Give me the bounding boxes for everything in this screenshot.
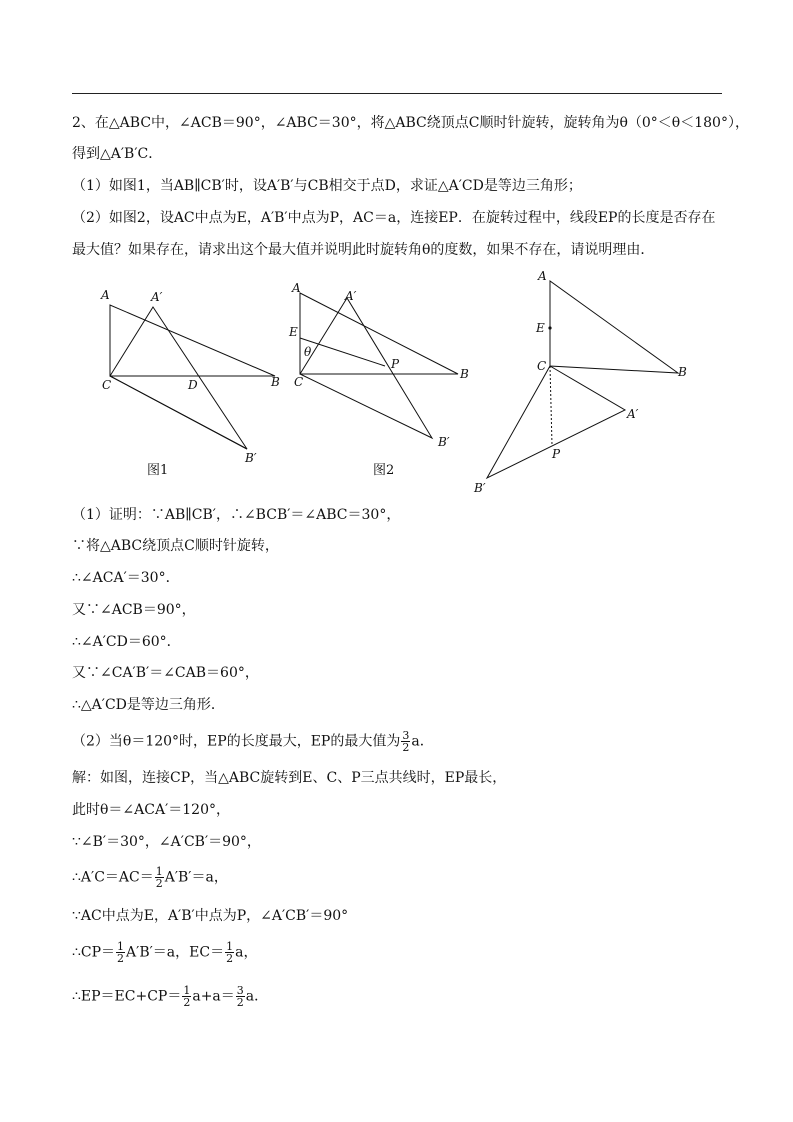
solution-line-11: ∵∠B′＝30°，∠A′CB′＝90°， (72, 834, 261, 850)
fraction-denominator: 2 (402, 741, 410, 754)
fraction-numerator: 1 (117, 940, 125, 953)
fraction (155, 866, 164, 889)
fraction-numerator: 1 (183, 984, 191, 997)
solution-line-12 (72, 866, 228, 889)
fraction-denominator: 2 (236, 996, 244, 1009)
solution-line-10: 此时θ＝∠ACA′＝120°， (72, 802, 230, 818)
fraction-denominator: 2 (183, 996, 191, 1009)
problem-line-2: 得到△A′B′C． (72, 146, 163, 162)
s14-text-post: a， (235, 944, 258, 961)
fig1-label-A1: A′ (151, 290, 163, 304)
solution-line-4: 又∵∠ACB＝90°， (72, 602, 196, 618)
fig1-label-C: C (102, 378, 112, 392)
problem-line-1: 2、在△ABC中，∠ACB＝90°，∠ABC＝30°，将△ABC绕顶点C顺时针旋转，旋转角为θ（0°＜θ＜180°）， (72, 115, 749, 131)
fig1-label-B: B (271, 375, 280, 389)
fig3-label-B: B (678, 365, 687, 379)
fig3-label-A1: A′ (627, 407, 639, 421)
s8-text-pre: （2）当θ＝120°时，EP的长度最大，EP的最大值为 (72, 733, 401, 750)
fraction (182, 985, 191, 1008)
fraction-numerator: 1 (226, 940, 234, 953)
fig2-label-P: P (391, 357, 400, 371)
fraction (225, 941, 234, 964)
fraction (116, 941, 125, 964)
solution-line-7: ∴△A′CD是等边三角形． (72, 697, 225, 713)
fraction-numerator: 3 (402, 729, 410, 742)
figure-1 (95, 280, 295, 480)
fig3-label-A: A (538, 269, 547, 283)
s8-text-post: a． (411, 733, 434, 750)
solution-line-13: ∵AC中点为E，A′B′中点为P，∠A′CB′＝90° (72, 908, 349, 924)
fig2-label-A1: A′ (345, 289, 357, 303)
fig2-caption: 图2 (373, 463, 395, 478)
solution-line-2: ∵将△ABC绕顶点C顺时针旋转， (72, 538, 279, 554)
header-rule (72, 93, 722, 94)
fig2-label-C: C (294, 375, 304, 389)
question-2-line-2: 最大值？如果存在，请求出这个最大值并说明此时旋转角θ的度数，如果不存在，请说明理由． (72, 242, 655, 258)
fraction (401, 730, 410, 753)
fig3-label-C: C (537, 359, 547, 373)
fig2-label-B: B (460, 367, 469, 381)
s12-text-post: A′B′＝a， (164, 869, 228, 886)
solution-line-5: ∴∠A′CD＝60°． (72, 634, 181, 650)
fig3-label-E: E (536, 321, 545, 335)
fraction-numerator: 1 (155, 865, 163, 878)
fraction-denominator: 2 (155, 877, 163, 890)
solution-line-15 (72, 985, 268, 1008)
fig2-label-B1: B′ (438, 435, 450, 449)
solution-line-1: （1）证明：∵AB∥CB′，∴∠BCB′＝∠ABC＝30°， (72, 507, 401, 523)
fig1-caption: 图1 (147, 463, 169, 478)
fig1-label-D: D (188, 378, 198, 392)
figure-3 (470, 260, 710, 500)
fraction (236, 985, 245, 1008)
fig1-label-A: A (101, 288, 110, 302)
fig1-label-B1: B′ (245, 451, 257, 465)
s14-text-mid: A′B′＝a，EC＝ (126, 944, 225, 961)
fig3-label-B1: B′ (474, 481, 486, 495)
solution-line-8 (72, 730, 434, 753)
s12-text-pre: ∴A′C＝AC＝ (72, 869, 154, 886)
fraction-denominator: 2 (226, 952, 234, 965)
question-1: （1）如图1，当AB∥CB′时，设A′B′与CB相交于点D，求证△A′CD是等边三角形； (72, 178, 582, 194)
figure-2 (285, 280, 485, 480)
fig3-label-P: P (552, 447, 561, 461)
fig2-label-A: A (292, 281, 301, 295)
question-2-line-1: （2）如图2，设AC中点为E，A′B′中点为P，AC＝a，连接EP．在旋转过程中，线段EP的长度是否存在 (72, 210, 716, 226)
fig2-label-theta: θ (304, 345, 312, 359)
fig2-label-E: E (289, 325, 298, 339)
s14-text-pre: ∴CP＝ (72, 944, 116, 961)
solution-line-9: 解：如图，连接CP，当△ABC旋转到E、C、P三点共线时，EP最长， (72, 770, 507, 786)
fraction-numerator: 3 (236, 984, 244, 997)
s15-text-pre: ∴EP＝EC+CP＝ (72, 988, 182, 1005)
solution-line-14 (72, 941, 257, 964)
solution-line-3: ∴∠ACA′＝30°． (72, 570, 180, 586)
s15-text-post: a． (245, 988, 269, 1005)
fraction-denominator: 2 (117, 952, 125, 965)
solution-line-6: 又∵∠CA′B′＝∠CAB＝60°， (72, 665, 259, 681)
s15-text-mid: a+a＝ (192, 988, 235, 1005)
